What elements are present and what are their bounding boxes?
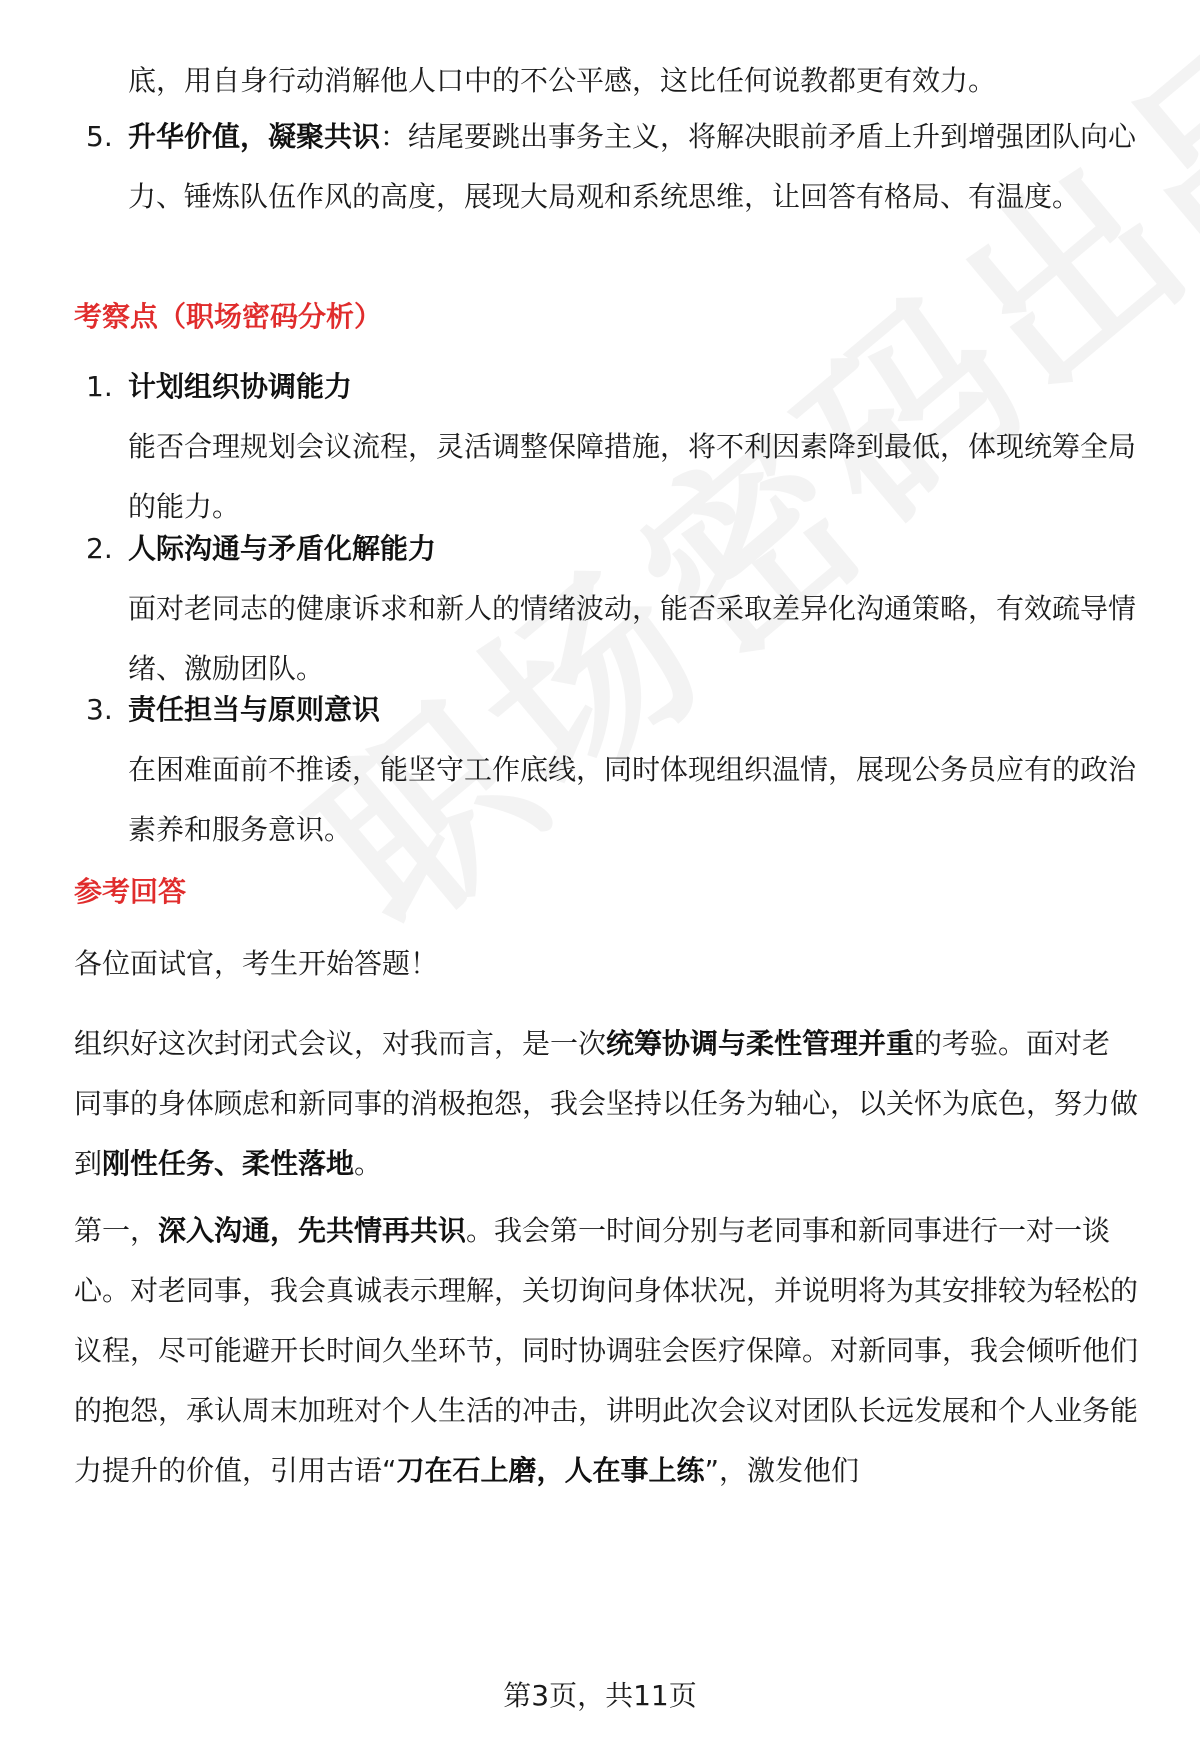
point-title: 升华价值，凝聚共识 [128,120,381,153]
emphasis-text: 统筹协调与柔性管理并重 [606,1027,915,1060]
section-heading-reference-answer: 参考回答 [74,875,187,908]
page-footer: 第3页，共11页 [503,1679,697,1712]
answer-paragraph-1 [74,1014,1138,1194]
text-run: 。 [354,1147,383,1180]
point-text: ：结尾要跳出事务主义，将解决眼前矛盾上升到增强团队向心力、锤炼队伍作风的高度，展现大局观和系统思维，让回答有格局、有温度。 [128,120,1137,213]
section-heading-exam-points: 考察点（职场密码分析） [74,300,383,333]
text-run: ”，激发他们 [704,1454,860,1487]
text-run: 。我会第一时间分别与老同事和新同事进行一对一谈心。对老同事，我会真诚表示理解，关切询问身体状况，并说明将为其安排较为轻松的议程，尽可能避开长时间久坐环节，同时协调驻会医疗保障。对新同事，我会倾听他们的抱怨，承认周末加班对个人生活的冲击，讲明此次会议对团队长远发展和个人业务能力提升的价值，引用古语“ [74,1214,1139,1487]
list-number: 3. [86,693,113,726]
list-item [74,357,1138,537]
item-description: 能否合理规划会议流程，灵活调整保障措施，将不利因素降到最低，体现统筹全局的能力。 [128,430,1137,523]
emphasis-text: 刚性任务、柔性落地 [102,1147,355,1180]
item-title: 责任担当与原则意识 [128,693,381,726]
list-item [74,680,1138,860]
item-description: 在困难面前不推诿，能坚守工作底线，同时体现组织温情，展现公务员应有的政治素养和服务意识。 [128,753,1137,846]
list-item [74,519,1138,699]
greeting-text: 各位面试官，考生开始答题！ [74,947,439,980]
list-number: 2. [86,532,113,565]
emphasis-text: 刀在石上磨，人在事上练 [396,1454,705,1487]
list-number: 5. [86,120,113,153]
answer-paragraph-2 [74,1201,1138,1501]
item-title: 计划组织协调能力 [128,370,353,403]
intro-tail-text: 底，用自身行动消解他人口中的不公平感，这比任何说教都更有效力。 [128,64,997,97]
list-item-point-5 [74,107,1138,227]
item-description: 面对老同志的健康诉求和新人的情绪波动，能否采取差异化沟通策略，有效疏导情绪、激励团队。 [128,592,1137,685]
list-number: 1. [86,370,113,403]
emphasis-text: 深入沟通，先共情再共识 [158,1214,467,1247]
text-run: 第一， [74,1214,159,1247]
item-title: 人际沟通与矛盾化解能力 [128,532,437,565]
text-run: 的考验。面对老同事的身体顾虑和新同事的消极抱怨，我会坚持以任务为轴心，以关怀为底色，努力做到 [74,1027,1139,1180]
text-run: 组织好这次封闭式会议，对我而言，是一次 [74,1027,607,1060]
